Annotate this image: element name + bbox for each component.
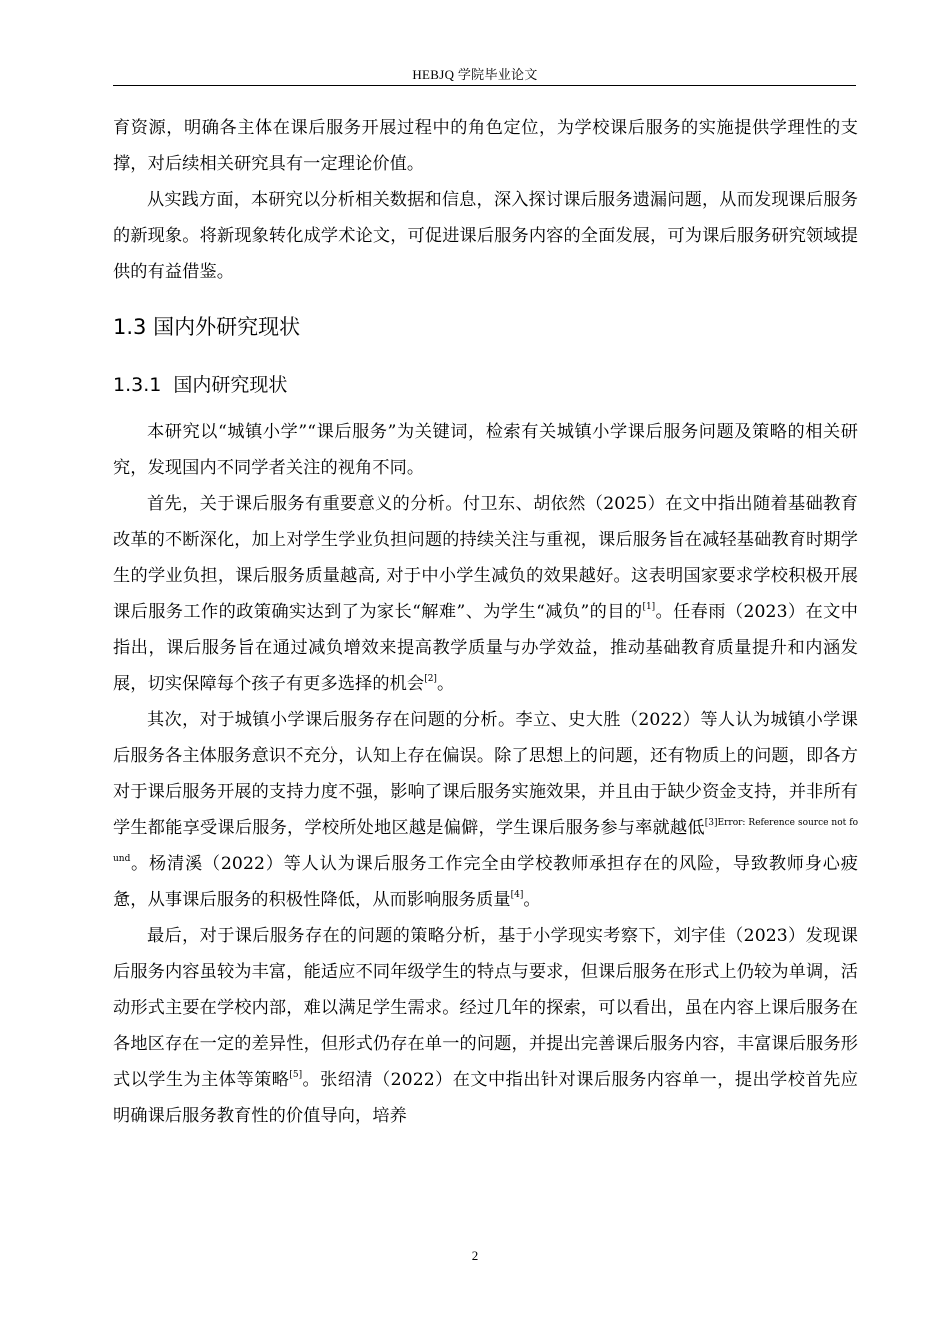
page-number: 2 bbox=[471, 1248, 479, 1263]
header-rule bbox=[113, 85, 856, 86]
running-header: HEBJQ 学院毕业论文 bbox=[412, 67, 538, 82]
citation: [1] bbox=[642, 602, 656, 613]
subsection-title: 国内研究现状 bbox=[173, 374, 288, 396]
page-body bbox=[113, 110, 858, 1134]
citation: [5] bbox=[289, 1070, 303, 1081]
paragraph-strategies bbox=[113, 918, 858, 1134]
paragraph-text: 最后，对于课后服务存在的问题的策略分析，基于小学现实考察下，刘宇佳（2023）发现课后服务内容虽较为丰富，能适应不同年级学生的特点与要求，但课后服务在形式上仍较为单调，活动形式主要在学校内部，难以满足学生需求。经过几年的探索，可以看出，虽在内容上课后服务在各地区存在一定的差异性，但形式仍存在单一的问题，并提出完善课后服务内容，丰富课后服务形式以学生为主体等策略 bbox=[113, 926, 858, 1090]
paragraph-text: 首先，关于课后服务有重要意义的分析。付卫东、胡依然（2025）在文中指出随着基础教育改革的不断深化，加上对学生学业负担问题的持续关注与重视，课后服务旨在减轻基础教育时期学生的学业负担，课后服务质量越高, 对于中小学生减负的效果越好。这表明国家要求学校积极开展课后服务工作的政策确实达到了为家长“解难”、为学生“减负”的目的 bbox=[113, 494, 858, 622]
subsection-heading bbox=[113, 368, 858, 402]
paragraph-intro: 本研究以“城镇小学”“课后服务”为关键词，检索有关城镇小学课后服务问题及策略的相关研究，发现国内不同学者关注的视角不同。 bbox=[113, 422, 858, 478]
paragraph-text: 。 bbox=[436, 674, 455, 694]
citation: [2] bbox=[424, 674, 437, 685]
paragraph-text: 。 bbox=[523, 890, 541, 910]
paragraph-practice: 从实践方面，本研究以分析相关数据和信息，深入探讨课后服务遗漏问题，从而发现课后服务的新现象。将新现象转化成学术论文，可促进课后服务内容的全面发展，可为课后服务研究领域提供的有益借鉴。 bbox=[113, 190, 858, 282]
paragraph-significance bbox=[113, 486, 858, 702]
paragraph-text: 。任春雨（2023）在文中指出，课后服务旨在通过减负增效来提高教学质量与办学效益，推动基础教育质量提升和内涵发展，切实保障每个孩子有更多选择的机会 bbox=[113, 602, 858, 694]
citation: [3]Error: Reference source not found bbox=[113, 818, 858, 865]
paragraph-continued: 育资源，明确各主体在课后服务开展过程中的角色定位，为学校课后服务的实施提供学理性的支撑，对后续相关研究具有一定理论价值。 bbox=[113, 118, 858, 174]
paragraph-text: 。杨清溪（2022）等人认为课后服务工作完全由学校教师承担存在的风险，导致教师身心疲惫，从事课后服务的积极性降低，从而影响服务质量 bbox=[113, 854, 858, 910]
paragraph-text: 。张绍清（2022）在文中指出针对课后服务内容单一，提出学校首先应明确课后服务教育性的价值导向，培养 bbox=[113, 1070, 858, 1126]
subsection-number: 1.3.1 bbox=[113, 374, 162, 396]
citation: [4] bbox=[510, 890, 524, 901]
section-heading: 1.3 国内外研究现状 bbox=[113, 315, 301, 339]
paragraph-problems bbox=[113, 702, 858, 918]
paragraph-text: 其次，对于城镇小学课后服务存在问题的分析。李立、史大胜（2022）等人认为城镇小学课后服务各主体服务意识不充分，认知上存在偏误。除了思想上的问题，还有物质上的问题，即各方对于课后服务开展的支持力度不强，影响了课后服务实施效果，并且由于缺少资金支持，并非所有学生都能享受课后服务，学校所处地区越是偏僻，学生课后服务参与率就越低 bbox=[113, 710, 858, 838]
